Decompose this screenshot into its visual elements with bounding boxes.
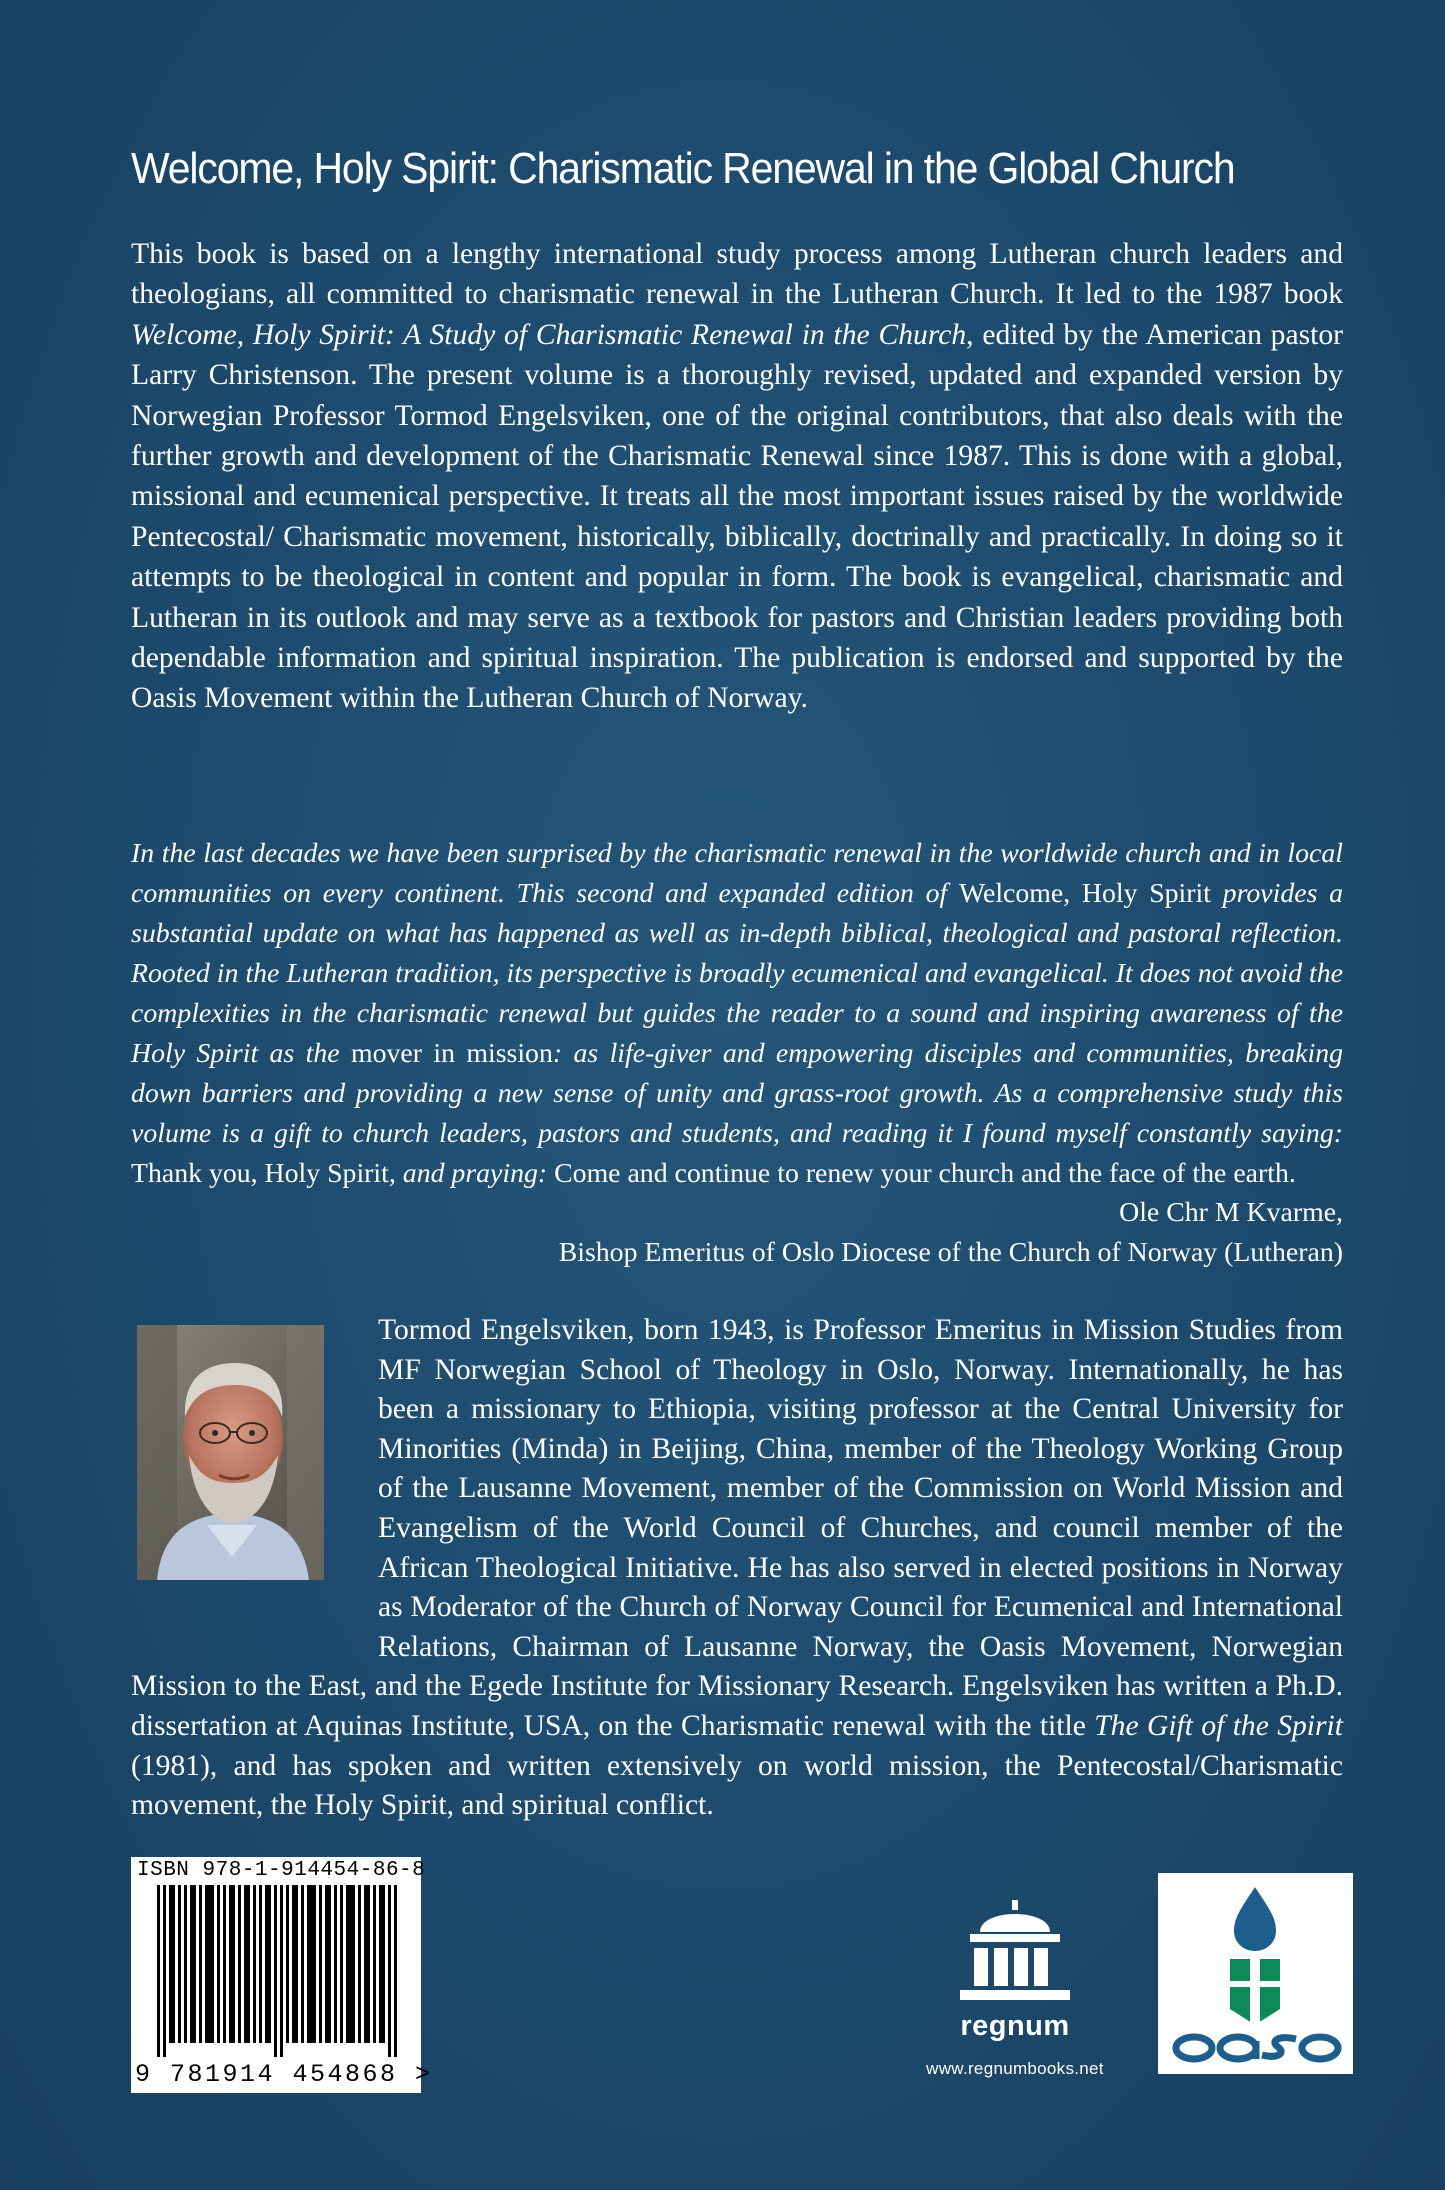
quote-upright-2: mover in mission (350, 1038, 553, 1069)
barcode-bars (157, 1885, 403, 2057)
regnum-logo (900, 1898, 1130, 2088)
description-text-1: This book is based on a lengthy international study process among Lutheran church leaders and theologians, all committed to charismatic renewal in the Lutheran Church. It led to the 1987 book (131, 238, 1343, 311)
quote-text-2: provides a substantial update on what has happened as well as in-depth biblical, theological and pastoral reflection. Rooted in the Lutheran tradition, its perspective is broadly ecumenical and evangelical. It does not avoid the complexities in the charismatic renewal but guides the reader to a sound and inspiring awareness of the Holy Spirit as the (131, 878, 1343, 1069)
isbn-barcode (131, 1857, 433, 2093)
publisher-url: www.regnumbooks.net (926, 2059, 1104, 2078)
description-book-title: Welcome, Holy Spirit: A Study of Charismatic Renewal in the Church (131, 318, 967, 351)
author-photo (137, 1325, 324, 1580)
endorsement-quote (131, 834, 1343, 1194)
endorser-name: Ole Chr M Kvarme, (1119, 1197, 1343, 1228)
barcode-digits: 9 781914 454868 > (135, 2060, 433, 2089)
bio-text-2: (1981), and has spoken and written extensively on world mission, the Pentecostal/Charismatic movement, the Holy Spirit, and spiritual conflict. (131, 1749, 1343, 1822)
isbn-label: ISBN 978-1-914454-86-8 (137, 1859, 426, 1882)
quote-text-4: , and praying: (388, 1158, 555, 1189)
book-title: Welcome, Holy Spirit: Charismatic Renewal in the Global Church (131, 144, 1235, 193)
oase-emblem-icon (1158, 1873, 1353, 2074)
quote-upright-1: Welcome, Holy Spirit (958, 878, 1211, 909)
book-description (131, 234, 1343, 719)
quote-text-1: In the last decades we have been surprised by the charismatic renewal in the worldwide church and in local communities on every continent. This second and expanded edition of (131, 838, 1343, 909)
quote-upright-4: Come and continue to renew your church and the face of the earth. (554, 1158, 1296, 1189)
quote-text-3: : as life-giver and empowering disciples and communities, breaking down barriers and providing a new sense of unity and grass-root growth. As a comprehensive study this volume is a gift to church leaders, pastors and students, and reading it I found myself constantly saying: (131, 1038, 1343, 1149)
bio-book-title: The Gift of the Spirit (1094, 1709, 1343, 1742)
description-text-2: , edited by the American pastor Larry Christenson. The present volume is a thoroughly revised, updated and expanded version by Norwegian Professor Tormod Engelsviken, one of the original contributors, that also deals with the further growth and development of the Charismatic Renewal since 1987. This is done with a global, missional and ecumenical perspective. It treats all the most important issues raised by the worldwide Pentecostal/ Charismatic movement, historically, biblically, doctrinally and practically. In doing so it attempts to be theological in content and popular in form. The book is evangelical, charismatic and Lutheran in its outlook and may serve as a textbook for pastors and Christian leaders providing both dependable information and spiritual inspiration. The publication is endorsed and supported by the Oasis Movement within the Lutheran Church of Norway. (131, 318, 1343, 715)
publisher-name: regnum (960, 2010, 1070, 2042)
regnum-building-icon (900, 1898, 1130, 2008)
bio-text-1: Tormod Engelsviken, born 1943, is Professor Emeritus in Mission Studies from MF Norwegian School of Theology in Oslo, Norway. Internationally, he has been a missionary to Ethiopia, visiting professor at the Central University for Minorities (Minda) in Beijing, China, member of the Theology Working Group of the Lausanne Movement, member of the Commission on World Mission and Evangelism of the World Council of Churches, and council member of the African Theological Initiative. He has also served in elected positions in Norway as Moderator of the Church of Norway Council for Ecumenical and International Relations, Chairman of Lausanne Norway, the Oasis Movement, Norwegian Mission to the East, and the Egede Institute for Missionary Research. Engelsviken has written a Ph.D. dissertation at Aquinas Institute, USA, on the Charismatic renewal with the title (131, 1314, 1343, 1742)
oase-logo (1158, 1873, 1353, 2074)
author-portrait-image (137, 1325, 324, 1580)
endorser-title: Bishop Emeritus of Oslo Diocese of the Church of Norway (Lutheran) (558, 1237, 1343, 1268)
quote-upright-3: Thank you, Holy Spirit (131, 1158, 389, 1189)
